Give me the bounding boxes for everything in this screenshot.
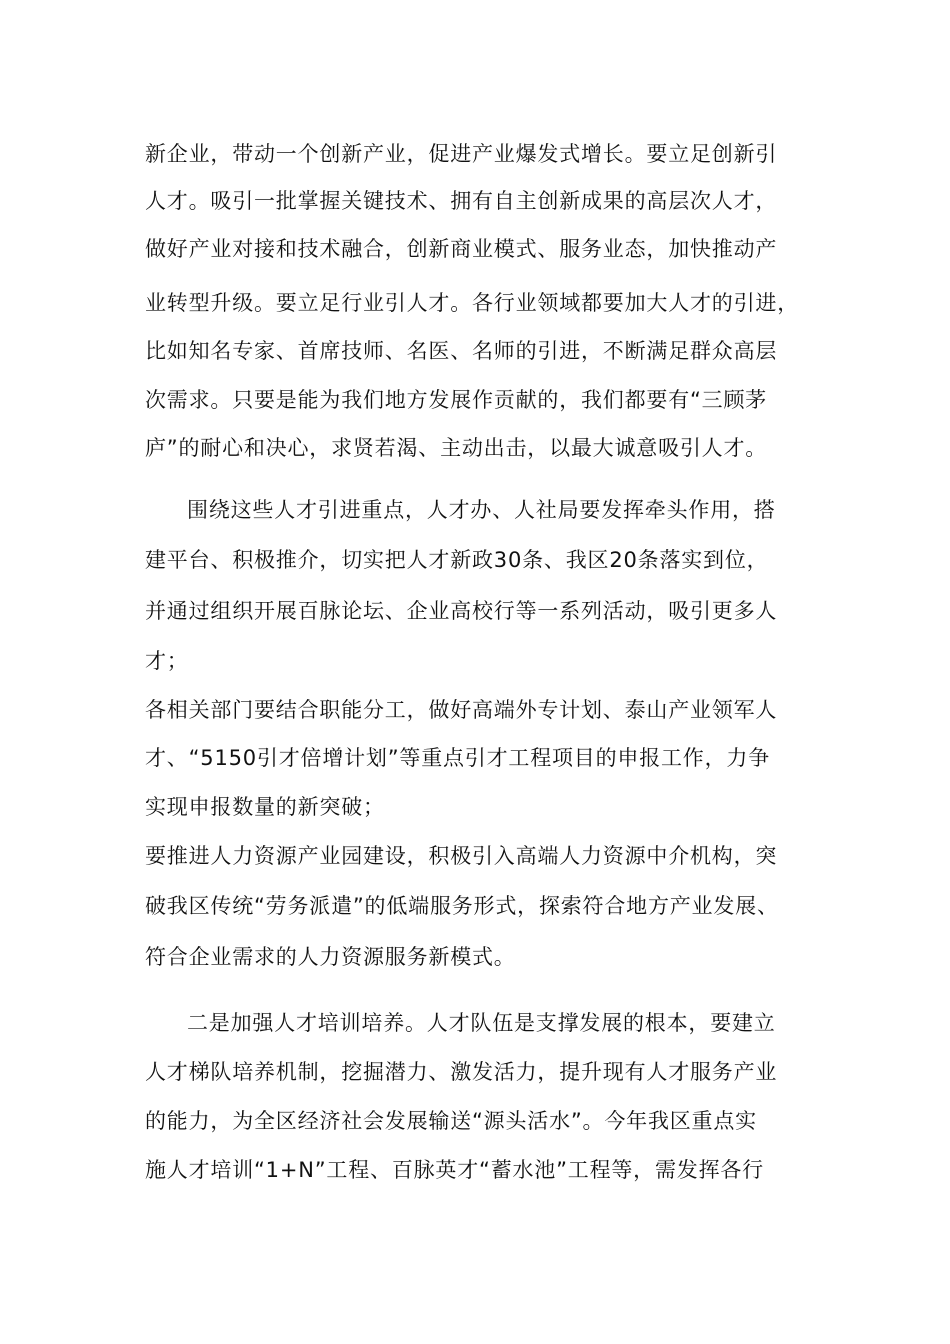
paragraph-2-line-7: 实现申报数量的新突破；: [145, 795, 385, 819]
paragraph-2-line-4: 才；: [145, 649, 189, 673]
paragraph-2-line-6: 才、“5150引才倍增计划”等重点引才工程项目的申报工作，力争: [145, 746, 770, 770]
paragraph-2-line-5: 各相关部门要结合职能分工，做好高端外专计划、泰山产业领军人: [145, 698, 778, 722]
paragraph-1-line-6: 次需求。只要是能为我们地方发展作贡献的，我们都要有“三顾茅: [145, 388, 768, 412]
paragraph-1-line-3: 做好产业对接和技术融合，创新商业模式、服务业态，加快推动产: [145, 237, 778, 261]
paragraph-1-line-5: 比如知名专家、首席技师、名医、名师的引进，不断满足群众高层: [145, 339, 778, 363]
paragraph-1-line-2: 人才。吸引一批掌握关键技术、拥有自主创新成果的高层次人才，: [145, 189, 778, 213]
paragraph-3-line-3: 的能力，为全区经济社会发展输送“源头活水”。今年我区重点实: [145, 1109, 757, 1133]
paragraph-2-line-1: 围绕这些人才引进重点，人才办、人社局要发挥牵头作用，搭: [187, 498, 776, 522]
paragraph-2-line-3: 并通过组织开展百脉论坛、企业高校行等一系列活动，吸引更多人: [145, 599, 778, 623]
paragraph-2-line-9: 破我区传统“劳务派遣”的低端服务形式，探索符合地方产业发展、: [145, 894, 779, 918]
paragraph-1-line-7: 庐”的耐心和决心，求贤若渴、主动出击，以最大诚意吸引人才。: [145, 436, 768, 460]
paragraph-3-line-4: 施人才培训“1+N”工程、百脉英才“蓄水池”工程等，需发挥各行: [145, 1158, 764, 1182]
paragraph-1-line-1: 新企业，带动一个创新产业，促进产业爆发式增长。要立足创新引: [145, 142, 778, 166]
paragraph-3-line-2: 人才梯队培养机制，挖掘潜力、激发活力，提升现有人才服务产业: [145, 1060, 778, 1084]
paragraph-2-line-8: 要推进人力资源产业园建设，积极引入高端人力资源中介机构，突: [145, 844, 778, 868]
paragraph-2-line-2: 建平台、积极推介，切实把人才新政30条、我区20条落实到位，: [145, 548, 769, 572]
paragraph-1-line-4: 业转型升级。要立足行业引人才。各行业领域都要加大人才的引进，: [145, 291, 799, 315]
paragraph-3-line-1: 二是加强人才培训培养。人才队伍是支撑发展的根本，要建立: [187, 1011, 776, 1035]
paragraph-2-line-10: 符合企业需求的人力资源服务新模式。: [145, 945, 516, 969]
